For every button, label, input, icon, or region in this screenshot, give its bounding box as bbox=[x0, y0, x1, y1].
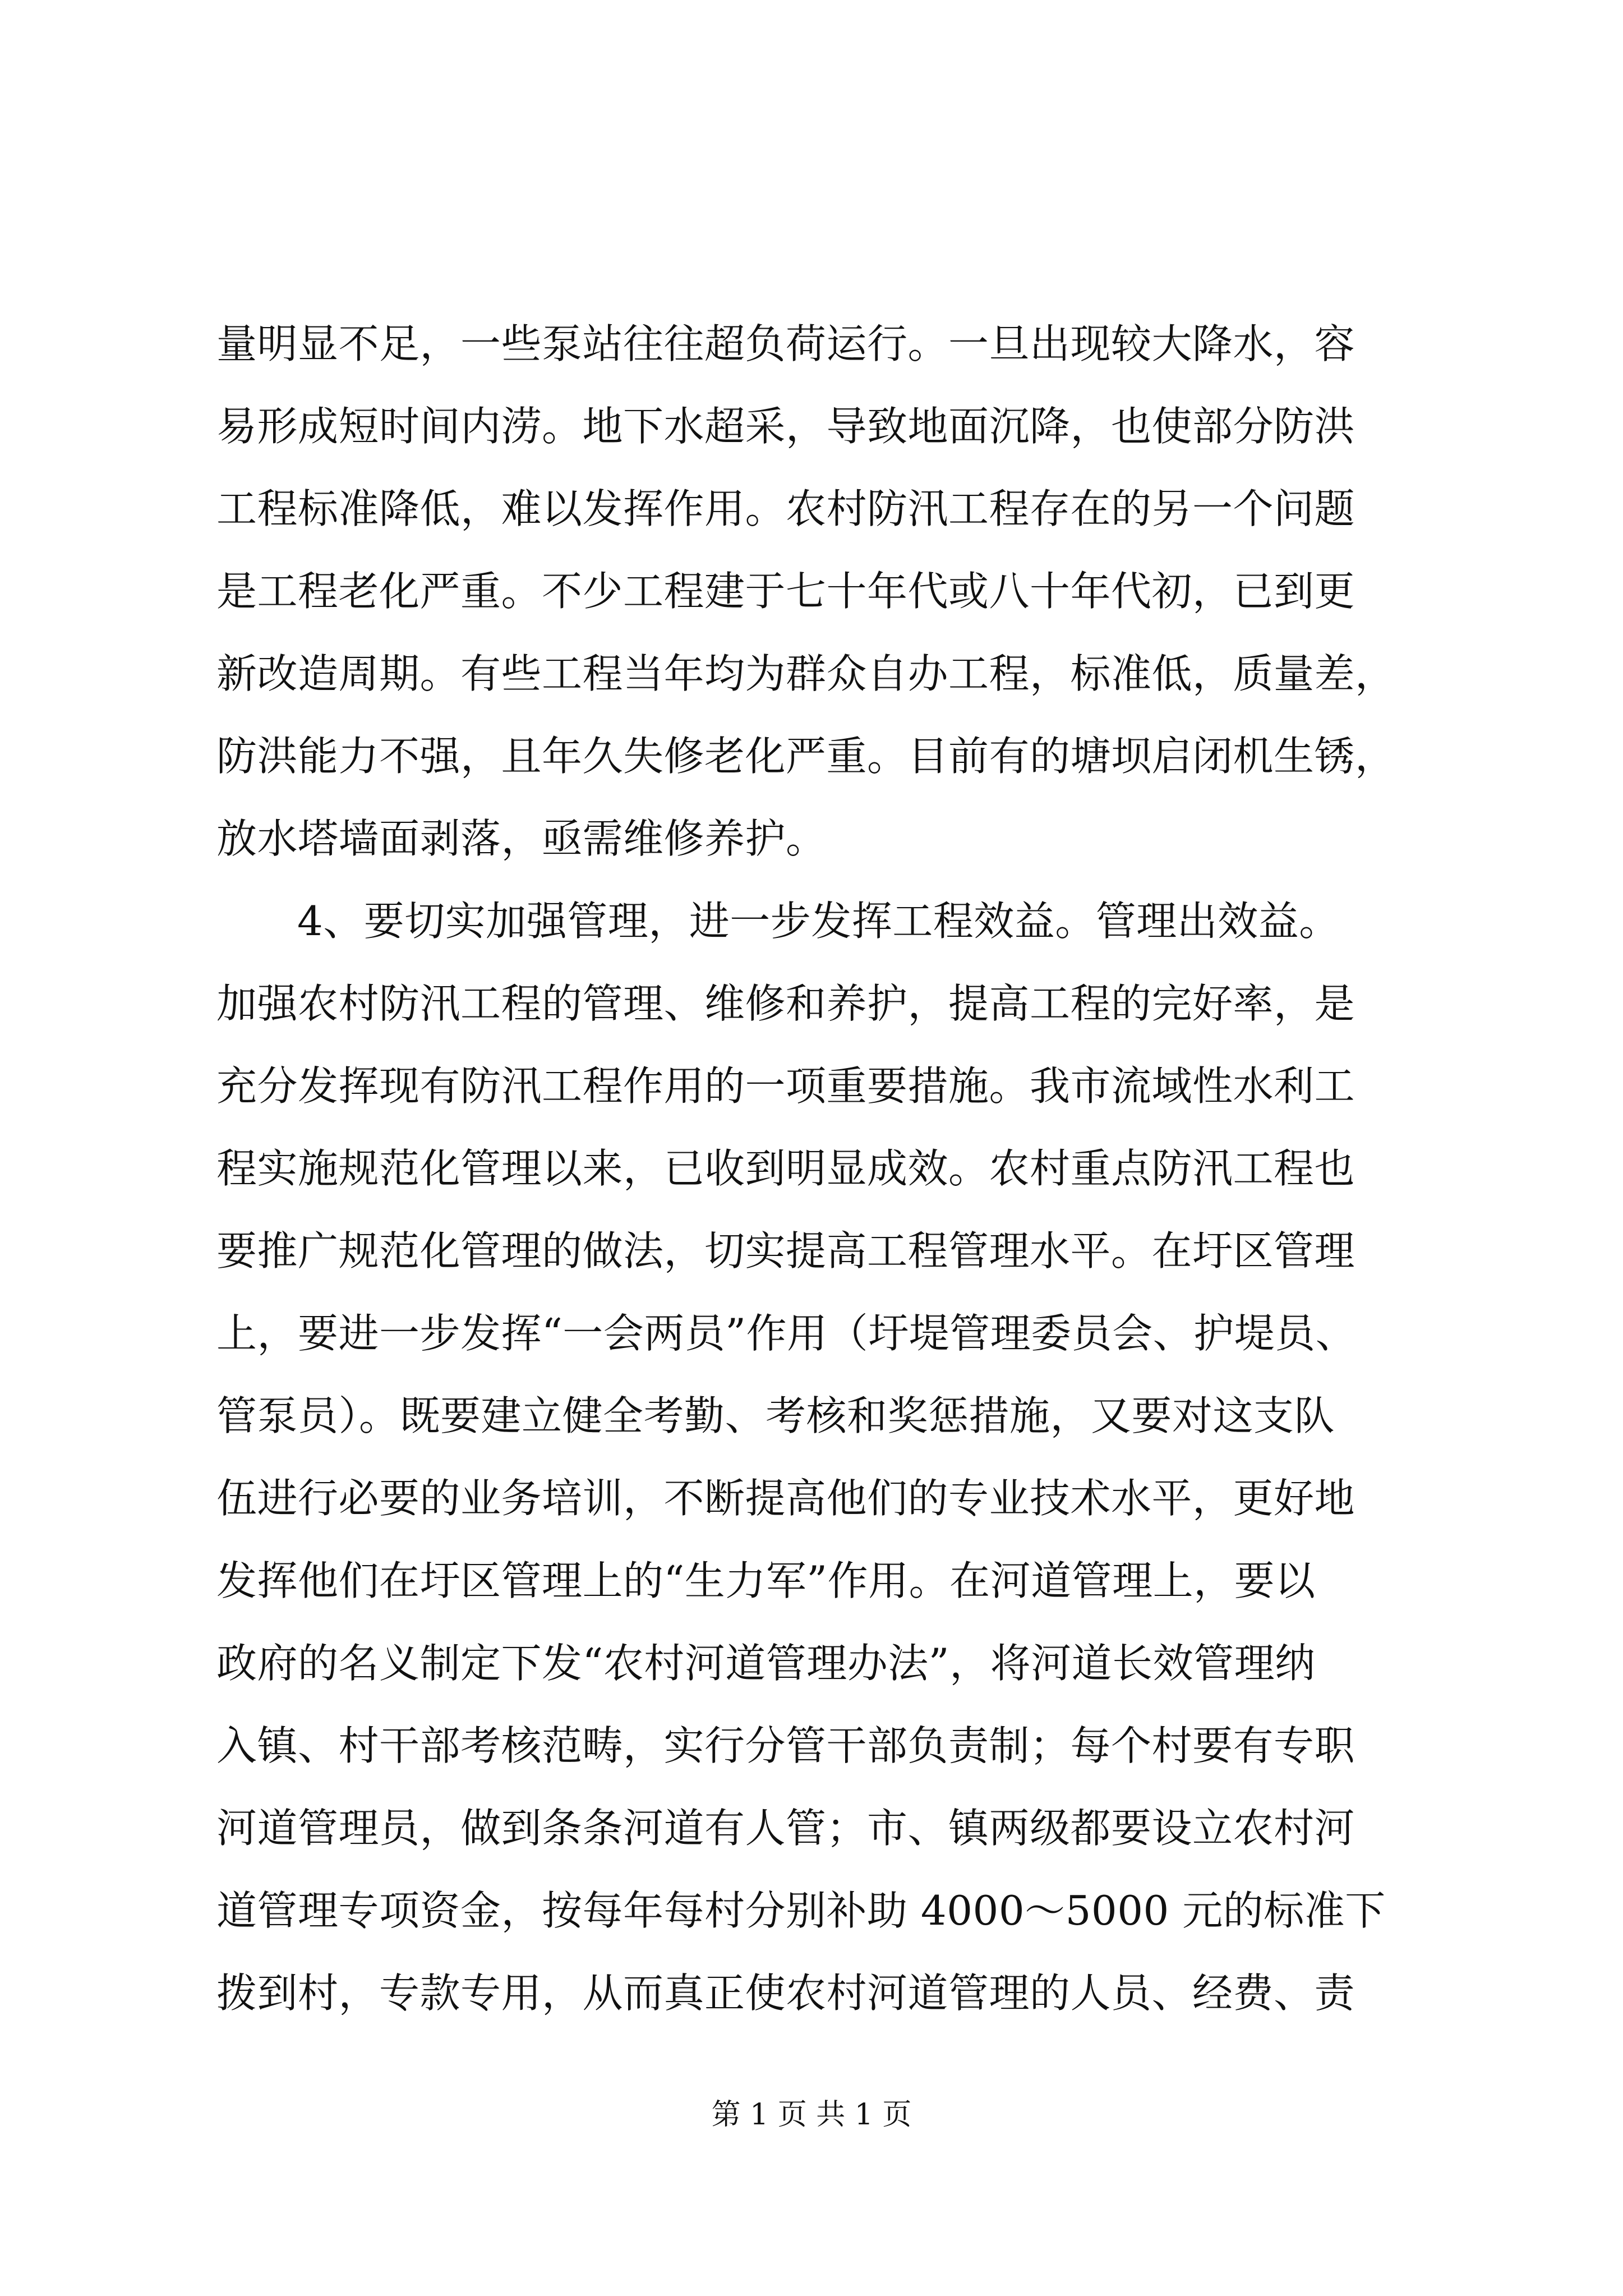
text-line: 量明显不足，一些泵站往往超负荷运行。一旦出现较大降水，容 bbox=[216, 320, 1355, 367]
text-line: 放水塔墙面剥落，亟需维修养护。 bbox=[216, 815, 827, 862]
text-line: 拨到村，专款专用，从而真正使农村河道管理的人员、经费、责 bbox=[216, 1970, 1355, 2017]
text-line: 要推广规范化管理的做法，切实提高工程管理水平。在圩区管理 bbox=[216, 1227, 1355, 1274]
text-line: 道管理专项资金，按每年每村分别补助 4000～5000 元的标准下 bbox=[216, 1887, 1386, 1934]
text-line: 上，要进一步发挥“一会两员”作用（圩堤管理委员会、护堤员、 bbox=[216, 1310, 1357, 1357]
text-line: 工程标准降低，难以发挥作用。农村防汛工程存在的另一个问题 bbox=[216, 485, 1355, 532]
text-line: 是工程老化严重。不少工程建于七十年代或八十年代初，已到更 bbox=[216, 568, 1355, 615]
text-line: 发挥他们在圩区管理上的“生力军”作用。在河道管理上，要以 bbox=[216, 1557, 1316, 1604]
text-line: 新改造周期。有些工程当年均为群众自办工程，标准低，质量差， bbox=[216, 650, 1396, 697]
text-line: 防洪能力不强，且年久失修老化严重。目前有的塘坝启闭机生锈， bbox=[216, 733, 1396, 780]
text-line: 管泵员）。既要建立健全考勤、考核和奖惩措施，又要对这支队 bbox=[216, 1392, 1335, 1439]
page-footer: 第 1 页 共 1 页 bbox=[711, 2098, 912, 2132]
paragraph-start-line: 4、要切实加强管理，进一步发挥工程效益。管理出效益。 bbox=[297, 898, 1340, 945]
text-line: 入镇、村干部考核范畴，实行分管干部负责制；每个村要有专职 bbox=[216, 1722, 1355, 1769]
text-line: 伍进行必要的业务培训，不断提高他们的专业技术水平，更好地 bbox=[216, 1475, 1355, 1522]
text-line: 充分发挥现有防汛工程作用的一项重要措施。我市流域性水利工 bbox=[216, 1062, 1355, 1110]
text-line: 加强农村防汛工程的管理、维修和养护，提高工程的完好率，是 bbox=[216, 980, 1355, 1027]
text-line: 政府的名义制定下发“农村河道管理办法”，将河道长效管理纳 bbox=[216, 1640, 1316, 1687]
text-line: 易形成短时间内涝。地下水超采，导致地面沉降，也使部分防洪 bbox=[216, 403, 1355, 450]
text-line: 程实施规范化管理以来，已收到明显成效。农村重点防汛工程也 bbox=[216, 1145, 1355, 1192]
text-line: 河道管理员，做到条条河道有人管；市、镇两级都要设立农村河 bbox=[216, 1805, 1355, 1852]
body-text bbox=[216, 303, 1407, 2035]
